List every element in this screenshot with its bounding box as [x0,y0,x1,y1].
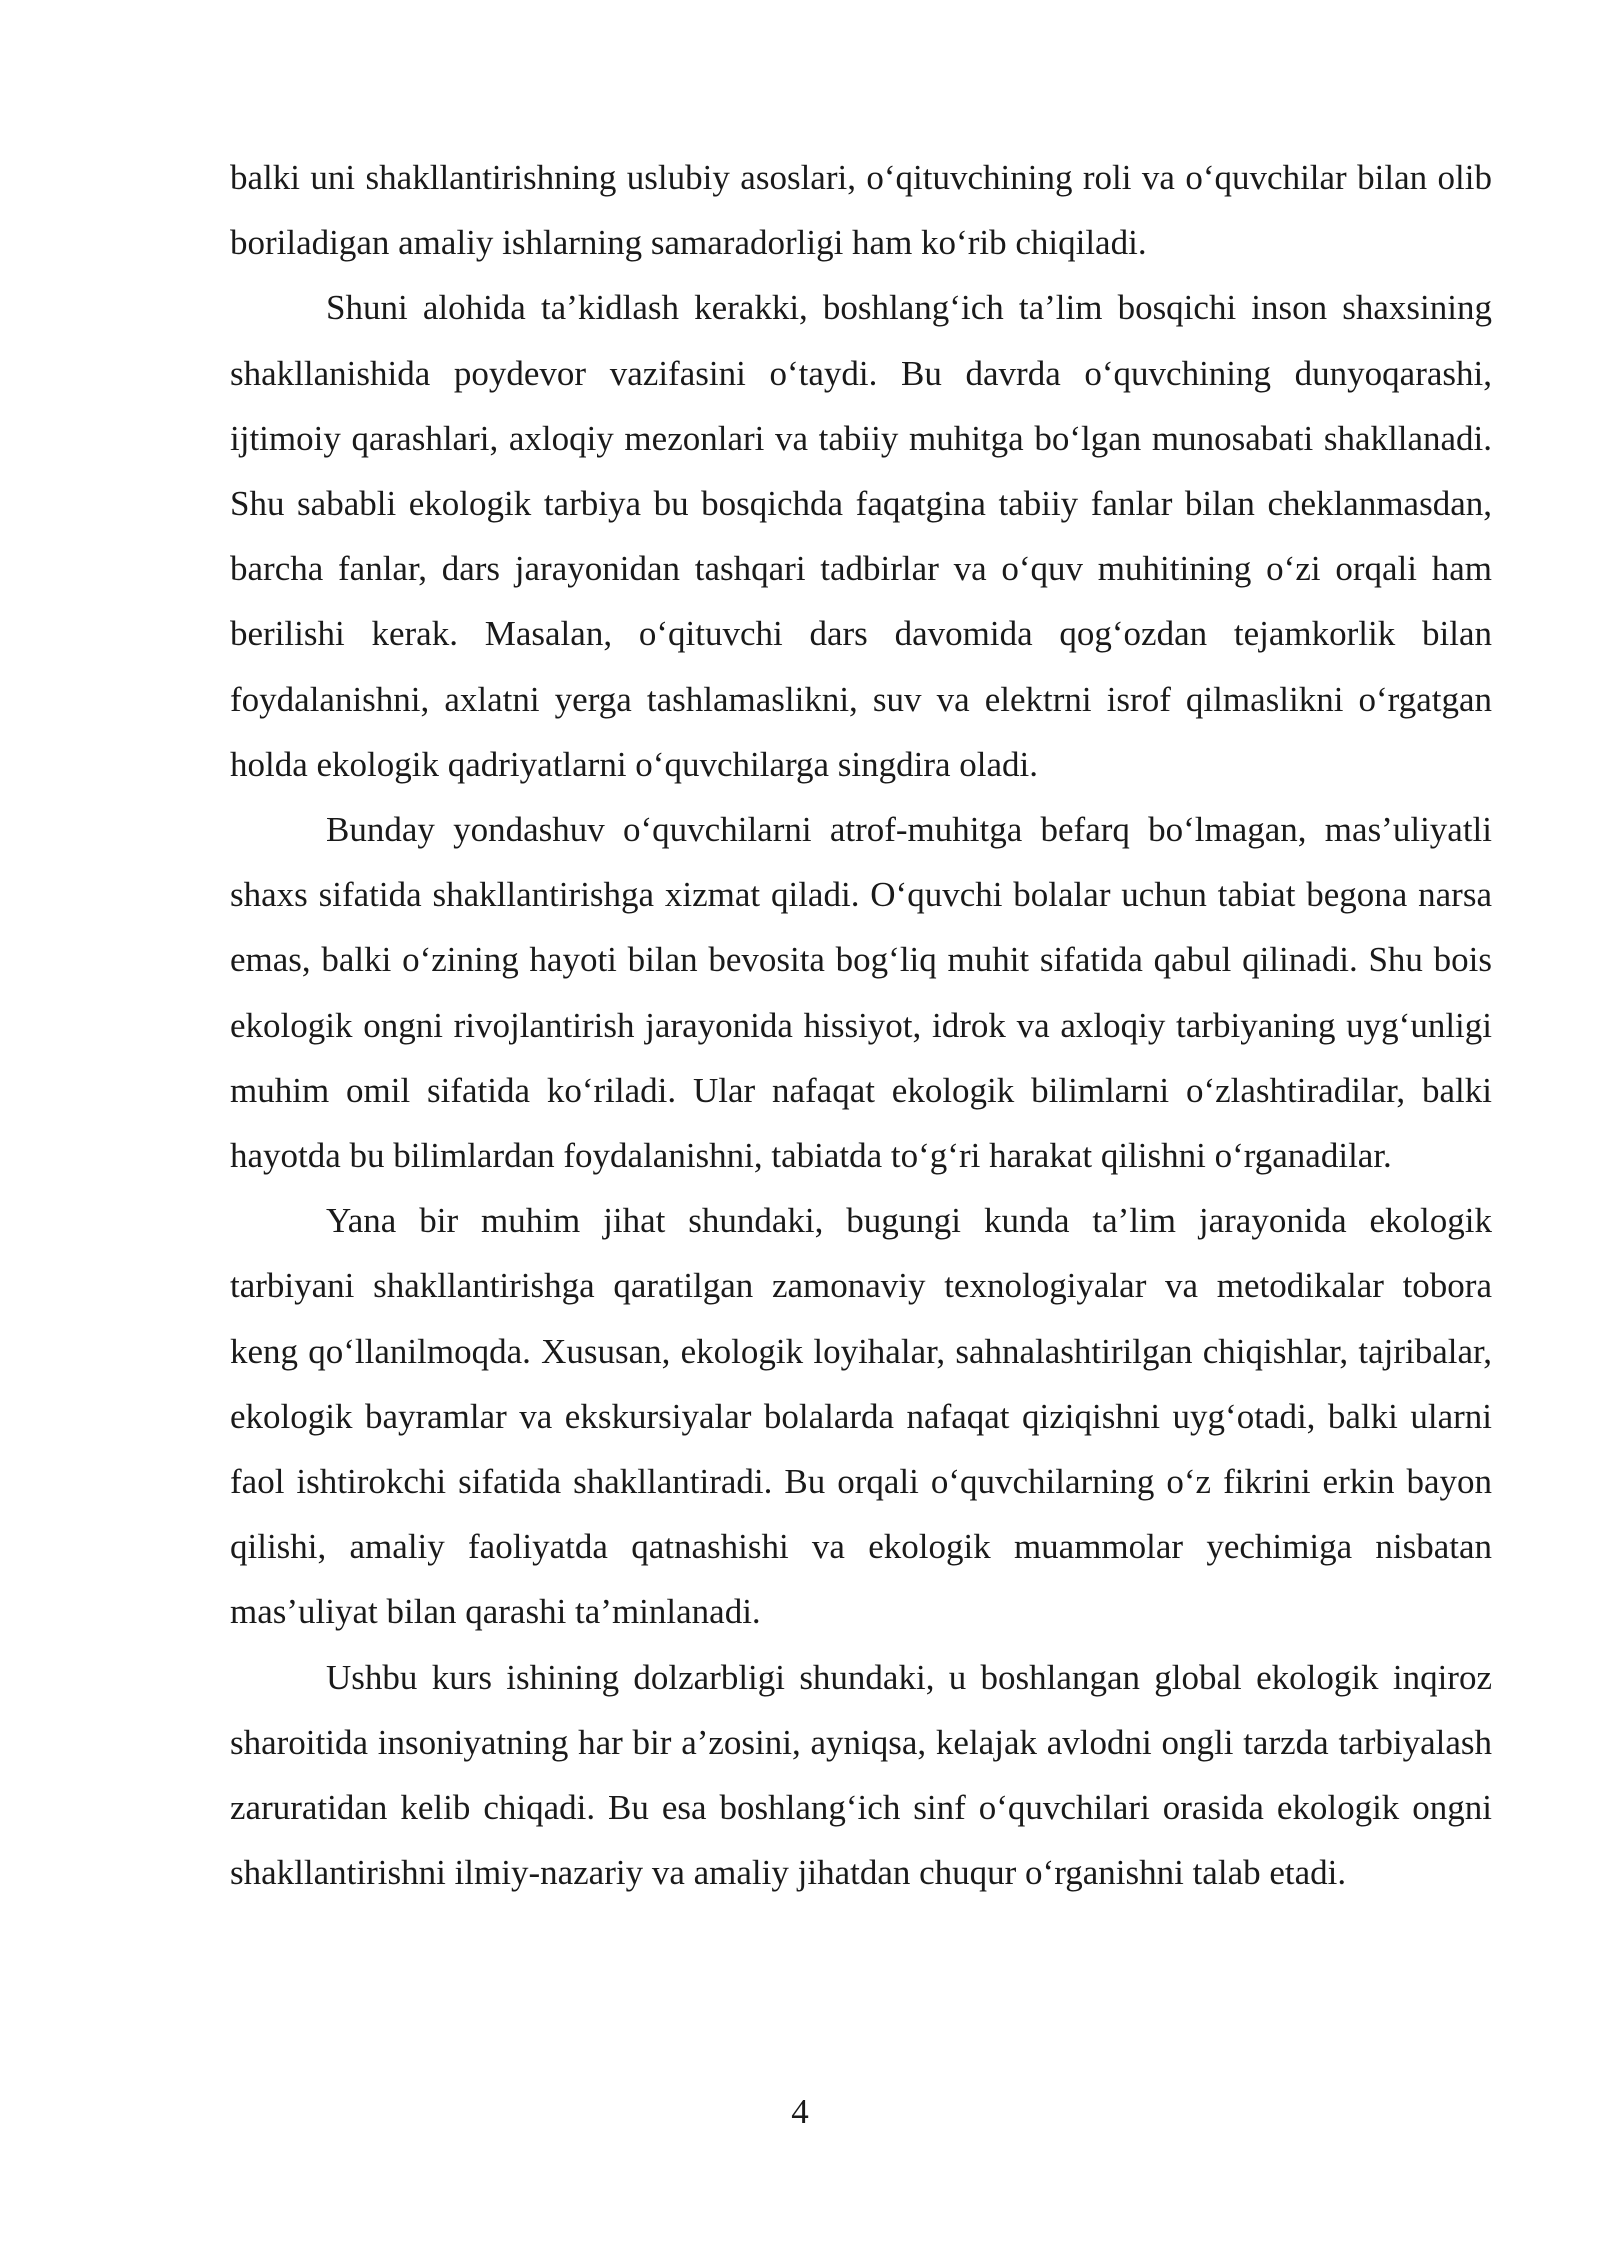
paragraph: Shuni alohida ta’kidlash kerakki, boshlang‘ich ta’lim bosqichi inson shaxsining shakllanishida poydevor vazifasini o‘taydi. Bu davrda o‘quvchining dunyoqarashi, ijtimoiy qarashlari, axloqiy mezonlari va tabiiy muhitga bo‘lgan munosabati shakllanadi. Shu sababli ekologik tarbiya bu bosqichda faqatgina tabiiy fanlar bilan cheklanmasdan, barcha fanlar, dars jarayonidan tashqari tadbirlar va o‘quv muhitining o‘zi orqali ham berilishi kerak. Masalan, o‘qituvchi dars davomida qog‘ozdan tejamkorlik bilan foydalanishni, axlatni yerga tashlamaslikni, suv va elektrni isrof qilmaslikni o‘rgatgan holda ekologik qadriyatlarni o‘quvchilarga singdira oladi. [230,288,1492,784]
paragraph-continuation: balki uni shakllantirishning uslubiy asoslari, o‘qituvchining roli va o‘quvchilar bilan olib boriladigan amaliy ishlarning samaradorligi ham ko‘rib chiqiladi. [230,158,1492,263]
page-number: 4 [791,2092,809,2131]
body-text [230,145,1492,1905]
paragraph: Yana bir muhim jihat shundaki, bugungi kunda ta’lim jarayonida ekologik tarbiyani shakllantirishga qaratilgan zamonaviy texnologiyalar va metodikalar tobora keng qo‘llanilmoqda. Xususan, ekologik loyihalar, sahnalashtirilgan chiqishlar, tajribalar, ekologik bayramlar va ekskursiyalar bolalarda nafaqat qiziqishni uyg‘otadi, balki ularni faol ishtirokchi sifatida shakllantiradi. Bu orqali o‘quvchilarning o‘z fikrini erkin bayon qilishi, amaliy faoliyatda qatnashishi va ekologik muammolar yechimiga nisbatan mas’uliyat bilan qarashi ta’minlanadi. [230,1201,1492,1632]
paragraph: Bunday yondashuv o‘quvchilarni atrof-muhitga befarq bo‘lmagan, mas’uliyatli shaxs sifatida shakllantirishga xizmat qiladi. O‘quvchi bolalar uchun tabiat begona narsa emas, balki o‘zining hayoti bilan bevosita bog‘liq muhit sifatida qabul qilinadi. Shu bois ekologik ongni rivojlantirish jarayonida hissiyot, idrok va axloqiy tarbiyaning uyg‘unligi muhim omil sifatida ko‘riladi. Ular nafaqat ekologik bilimlarni o‘zlashtiradilar, balki hayotda bu bilimlardan foydalanishni, tabiatda to‘g‘ri harakat qilishni o‘rganadilar. [230,810,1492,1176]
paragraph: Ushbu kurs ishining dolzarbligi shundaki, u boshlangan global ekologik inqiroz sharoitida insoniyatning har bir a’zosini, ayniqsa, kelajak avlodni ongli tarzda tarbiyalash zaruratidan kelib chiqadi. Bu esa boshlang‘ich sinf o‘quvchilari orasida ekologik ongni shakllantirishni ilmiy-nazariy va amaliy jihatdan chuqur o‘rganishni talab etadi. [230,1657,1492,1893]
